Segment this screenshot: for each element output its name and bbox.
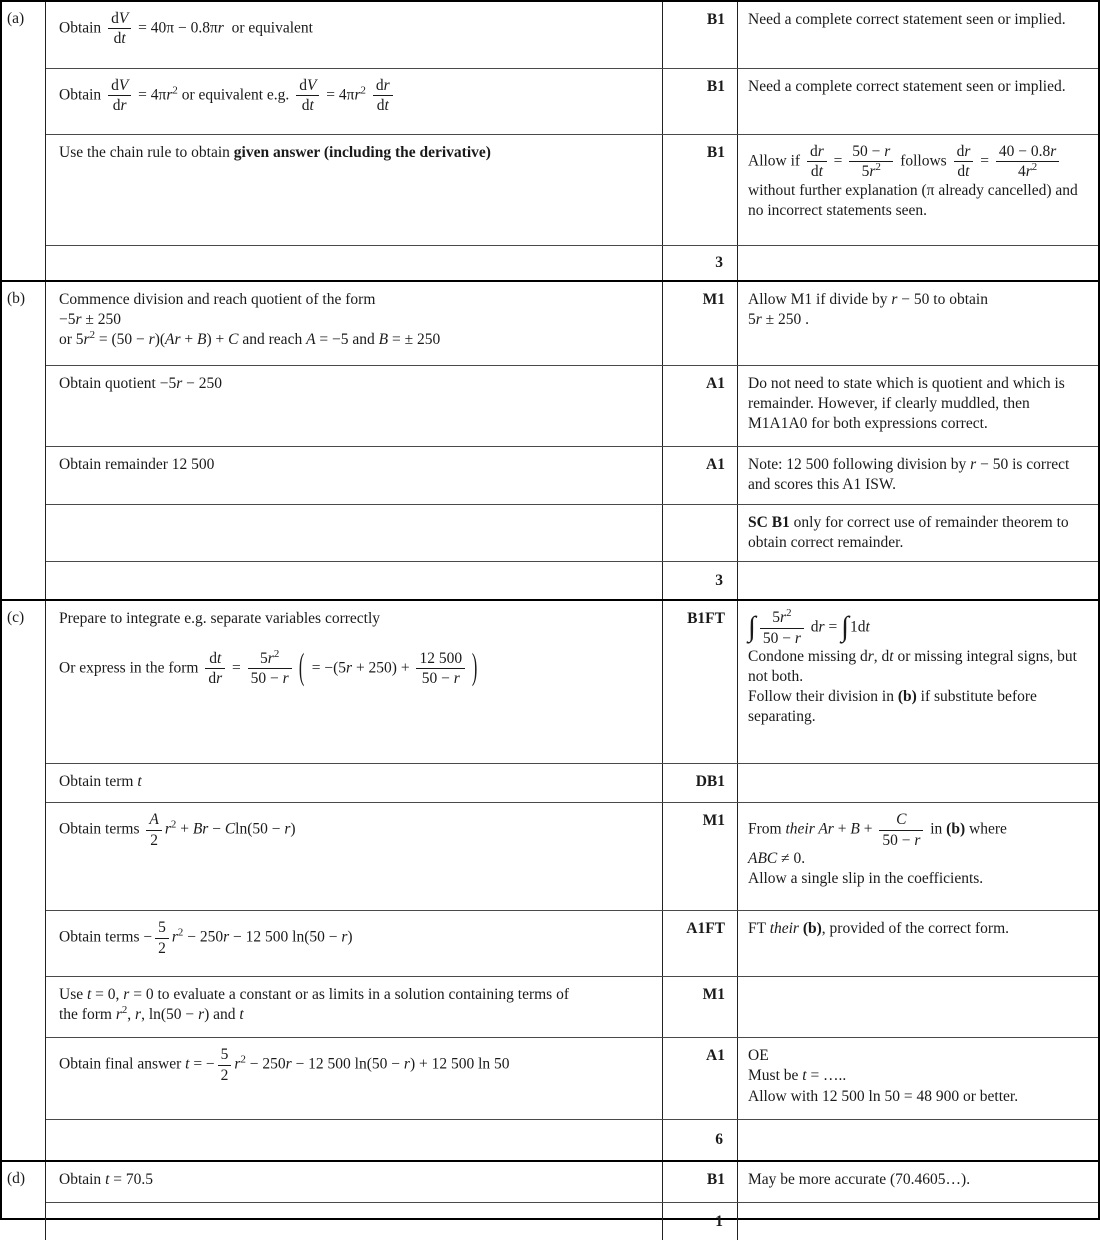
mark-code: M1: [702, 986, 725, 1004]
section-b-rows: [46, 282, 1098, 599]
guidance-cell: [738, 1038, 1098, 1119]
guidance-cell: [738, 135, 1098, 245]
part-label-text: (b): [7, 290, 26, 307]
guidance-cell: [738, 366, 1098, 446]
part-label-text: (c): [7, 609, 25, 627]
answer-text: Use t = 0, r = 0 to evaluate a constant or as limits in a solution containing terms of the form $r^2$, r, ln(50 − r) and t: [59, 986, 569, 1024]
answer-cell: [46, 803, 663, 910]
answer-cell: [46, 135, 663, 245]
answer-cell: [46, 1203, 663, 1240]
answer-text: Obtain remainder 12 500: [59, 456, 215, 473]
total-value: 6: [715, 1131, 723, 1149]
marks-cell: [663, 764, 738, 802]
mark-code: A1: [706, 1047, 725, 1065]
guidance-cell: [738, 505, 1098, 561]
table-row: [46, 601, 1098, 763]
marks-cell: [663, 282, 738, 365]
guidance-text: SC B1 only for correct use of remainder theorem to obtain correct remainder.: [748, 514, 1069, 552]
table-row: [46, 446, 1098, 504]
section-total-row: [46, 561, 1098, 599]
part-label-a: [2, 2, 46, 280]
guidance-text: Note: 12 500 following division by r − 50 is correct and scores this A1 ISW.: [748, 456, 1070, 494]
answer-text: Obtain $\frac{dV}{dt}$ = 40π − 0.8πr or equivalent: [59, 10, 313, 48]
answer-cell: [46, 447, 663, 504]
section-total-marks: [663, 246, 738, 280]
marks-cell: [663, 601, 738, 763]
guidance-cell: [738, 282, 1098, 365]
guidance-cell: [738, 1162, 1098, 1202]
marks-cell: [663, 366, 738, 446]
guidance-cell: [738, 2, 1098, 68]
section-c: [2, 599, 1098, 1160]
marks-cell: [663, 911, 738, 976]
section-total-marks: [663, 1120, 738, 1160]
answer-cell: [46, 366, 663, 446]
mark-code: M1: [702, 812, 725, 830]
answer-cell: [46, 977, 663, 1037]
mark-code: B1FT: [687, 610, 725, 628]
table-row: [46, 763, 1098, 802]
total-value: 3: [715, 253, 723, 271]
answer-cell: [46, 562, 663, 599]
table-row: [46, 2, 1098, 68]
mark-code: B1: [706, 1171, 725, 1189]
answer-cell: [46, 282, 663, 365]
answer-cell: [46, 2, 663, 68]
answer-text: Obtain final answer t = − $\frac{5}{2}$ $r^2 - 250r - 12$ 500 ln(50 − r) + 12 500 ln 50: [59, 1046, 510, 1084]
mark-code: B1: [706, 78, 725, 95]
guidance-text: Allow if $\frac{dr}{dt}$ = $\frac{50 - r}{5r^2}$ follows $\frac{dr}{dt}$ = $\frac{40 - 0.8r}{4r^2}$ without further explanation (π already cancelled) and no incorrect statements seen.: [748, 143, 1078, 219]
guidance-text: ∫ $\frac{5r^2}{50 - r}$ dr = ∫1dt Condone missing dr, dt or missing integral signs, but not both. Follow their division in (b) if substitute before separating.: [748, 607, 1077, 726]
guidance-text: Do not need to state which is quotient and which is remainder. However, if clearly muddled, then M1A1A0 for both expressions correct.: [748, 375, 1065, 433]
answer-cell: [46, 601, 663, 763]
guidance-cell: [738, 977, 1098, 1037]
part-label-d: [2, 1162, 46, 1240]
table-row: [46, 134, 1098, 245]
table-row: [46, 365, 1098, 446]
guidance-text: Need a complete correct statement seen or implied.: [748, 78, 1066, 95]
total-value: 1: [715, 1212, 723, 1230]
answer-text: Obtain term t: [59, 773, 142, 791]
part-label-text: (d): [7, 1170, 26, 1188]
answer-text: Obtain $\frac{dV}{dr}$ = $4\pi r^2$ or equivalent e.g. $\frac{dV}{dt}$ = $4\pi r^2$ $\frac{dr}{dt}$: [59, 77, 648, 115]
guidance-cell: [738, 69, 1098, 134]
table-row: [46, 1037, 1098, 1119]
part-label-text: (a): [7, 10, 25, 27]
guidance-cell: [738, 601, 1098, 763]
part-label-c: [2, 601, 46, 1160]
table-row: [46, 802, 1098, 910]
total-value: 3: [715, 571, 723, 589]
answer-text: Prepare to integrate e.g. separate variables correctly Or express in the form $\frac{dt}{dr}$ = $\frac{5r^2}{50 - r}$ ( = −(5r + 250) + $\frac{12 500}{50 - r}$ ): [59, 610, 478, 688]
guidance-text: Allow M1 if divide by r − 50 to obtain 5r ± 250 .: [748, 291, 988, 329]
marks-cell: [663, 1038, 738, 1119]
guidance-cell: [738, 911, 1098, 976]
guidance-cell: [738, 1203, 1098, 1240]
marks-cell: [663, 505, 738, 561]
answer-cell: [46, 911, 663, 976]
marks-cell: [663, 135, 738, 245]
section-d-rows: [46, 1162, 1098, 1240]
guidance-cell: [738, 803, 1098, 910]
mark-code: B1: [706, 144, 725, 161]
guidance-text: Need a complete correct statement seen or implied.: [748, 11, 1066, 28]
guidance-cell: [738, 246, 1098, 280]
marks-cell: [663, 2, 738, 68]
answer-text: Commence division and reach quotient of the form −5r ± 250 or $5r^2 = (50 - r)(Ar + B) + C$ and reach A = −5 and B = ± 250: [59, 291, 441, 349]
guidance-cell: [738, 1120, 1098, 1160]
guidance-text: OE Must be t = ….. Allow with 12 500 ln 50 = 48 900 or better.: [748, 1047, 1019, 1105]
marks-cell: [663, 1162, 738, 1202]
section-a-rows: [46, 2, 1098, 280]
section-b: [2, 280, 1098, 599]
marks-cell: [663, 69, 738, 134]
mark-code: M1: [702, 291, 725, 308]
table-row: [46, 976, 1098, 1037]
guidance-text: From their Ar + B + $\frac{C}{50 - r}$ in (b) where ABC ≠ 0. Allow a single slip in the coefficients.: [748, 811, 1007, 888]
answer-cell: [46, 1120, 663, 1160]
guidance-text: FT their (b), provided of the correct form.: [748, 920, 1010, 938]
marks-cell: [663, 977, 738, 1037]
answer-cell: [46, 505, 663, 561]
table-row: [46, 504, 1098, 561]
section-d: [2, 1160, 1098, 1240]
answer-cell: [46, 1162, 663, 1202]
mark-code: A1FT: [686, 920, 725, 938]
table-row: [46, 68, 1098, 134]
table-row: [46, 910, 1098, 976]
guidance-cell: [738, 764, 1098, 802]
answer-text: Obtain t = 70.5: [59, 1171, 153, 1189]
answer-cell: [46, 1038, 663, 1119]
mark-code: DB1: [695, 773, 725, 791]
mark-code: B1: [706, 11, 725, 28]
section-total-row: [46, 1119, 1098, 1160]
section-a: [2, 2, 1098, 280]
guidance-cell: [738, 447, 1098, 504]
table-row: [46, 282, 1098, 365]
answer-cell: [46, 246, 663, 280]
answer-text: Obtain terms − $\frac{5}{2}$ $r^2 - 250r - 12$ 500 ln(50 − r): [59, 919, 353, 957]
guidance-cell: [738, 562, 1098, 599]
answer-cell: [46, 764, 663, 802]
mark-code: A1: [706, 456, 725, 473]
marks-cell: [663, 803, 738, 910]
section-total-row: [46, 1202, 1098, 1240]
answer-text: Use the chain rule to obtain given answer (including the derivative): [59, 144, 491, 161]
answer-cell: [46, 69, 663, 134]
table-row: [46, 1162, 1098, 1202]
answer-text: Obtain quotient −5r − 250: [59, 375, 223, 392]
part-label-b: [2, 282, 46, 599]
guidance-text: May be more accurate (70.4605…).: [748, 1171, 971, 1189]
section-total-row: [46, 245, 1098, 280]
section-total-marks: [663, 1203, 738, 1240]
answer-text: Obtain terms $\frac{A}{2}$ $r^2 + Br - Cln(50 - r)$: [59, 811, 296, 849]
section-c-rows: [46, 601, 1098, 1160]
mark-code: A1: [706, 375, 725, 392]
section-total-marks: [663, 562, 738, 599]
marks-cell: [663, 447, 738, 504]
